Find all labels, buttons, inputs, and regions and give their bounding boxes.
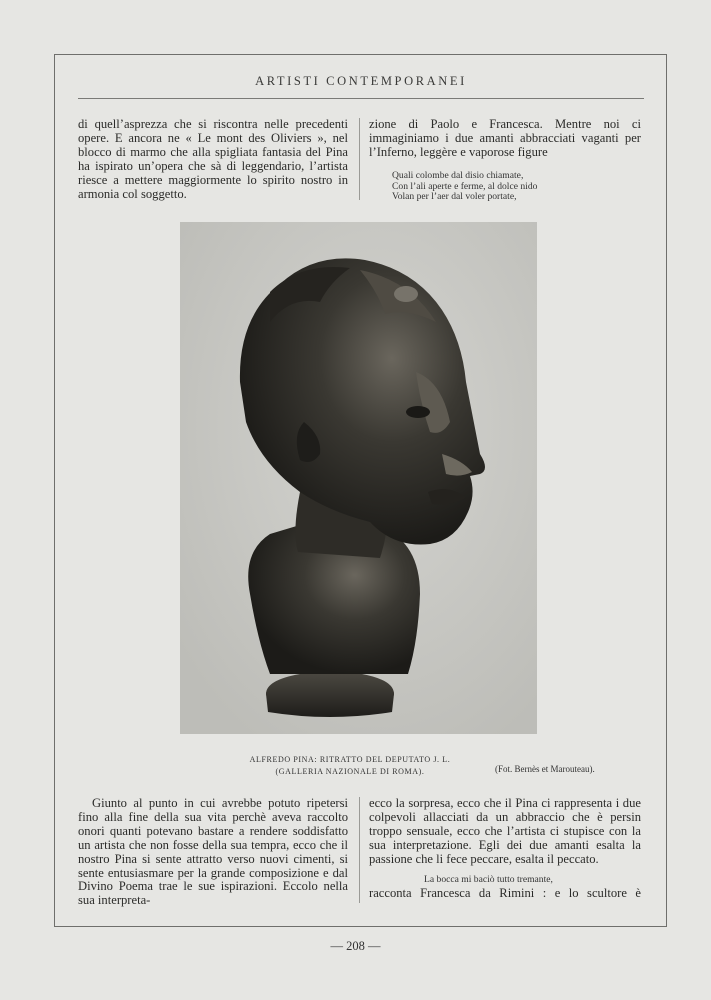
- text-column-top-left: [78, 118, 348, 201]
- verse-line: Con l’ali aperte e ferme, al dolce nido: [392, 180, 538, 192]
- text-column-bottom-right: [369, 797, 641, 867]
- verse-quote-bottom: La bocca mi baciò tutto tremante,: [424, 874, 553, 885]
- verse-line: Volan per l’aer dal voler portate,: [392, 191, 517, 203]
- paragraph-top-right: zione di Paolo e Francesca. Mentre noi ci immaginiamo i due amanti abbracciati vaganti per l’Inferno, leggère e vaporose figure: [369, 117, 641, 159]
- bronze-bust-image: [180, 222, 537, 734]
- running-header: ARTISTI CONTEMPORANEI: [255, 74, 467, 88]
- text-column-top-right: [369, 118, 641, 160]
- column-divider-top: [359, 118, 360, 200]
- photo-credit: (Fot. Bernès et Marouteau).: [495, 764, 595, 774]
- verse-quote-top: [392, 171, 632, 203]
- caption-line: (GALLERIA NAZIONALE DI ROMA).: [275, 767, 425, 776]
- paragraph-continuation-line: racconta Francesca da Rimini : e lo scultore è: [369, 886, 641, 900]
- caption-line: ALFREDO PINA: RITRATTO DEL DEPUTATO J. L.: [249, 755, 451, 764]
- figure-caption: [230, 754, 470, 778]
- page-number: — 208 —: [330, 939, 381, 953]
- text-column-bottom-left: [78, 797, 348, 908]
- verse-line: Quali colombe dal disio chiamate,: [392, 170, 524, 181]
- column-divider-bottom: [359, 797, 360, 903]
- sculpture-photograph: [180, 222, 537, 734]
- paragraph-bottom-right: ecco la sorpresa, ecco che il Pina ci rappresenta i due colpevoli allacciati da un abbraccio che è persin troppo sensuale, ecco che l’artista ci stupisce con la sua interpretazione. Egli dei due amanti esalta la passione che li fece peccare, esalta il peccato.: [369, 796, 641, 866]
- paragraph-bottom-left: Giunto al punto in cui avrebbe potuto ripetersi fino alla fine della sua vita perchè aveva raccolto onori quanti potevano bastare a rendere soddisfatto un artista che non fosse della sua tempra, ecco che il nostro Pina si sente attratto verso nuovi cimenti, si sente entusiasmare per la grande composizione e dal Divino Poema trae le sue ispirazioni. Eccolo nella sua interpreta-: [78, 796, 348, 908]
- paragraph-top-left: di quell’asprezza che si riscontra nelle precedenti opere. E ancora ne « Le mont des Oliviers », nel blocco di marmo che alla spigliata fantasia del Pina ha ispirato un’opera che sà di leggendario, l’artista riesce a mettere maggiormente lo spirito nostro in armonia col soggetto.: [78, 117, 348, 201]
- header-rule: [78, 98, 644, 99]
